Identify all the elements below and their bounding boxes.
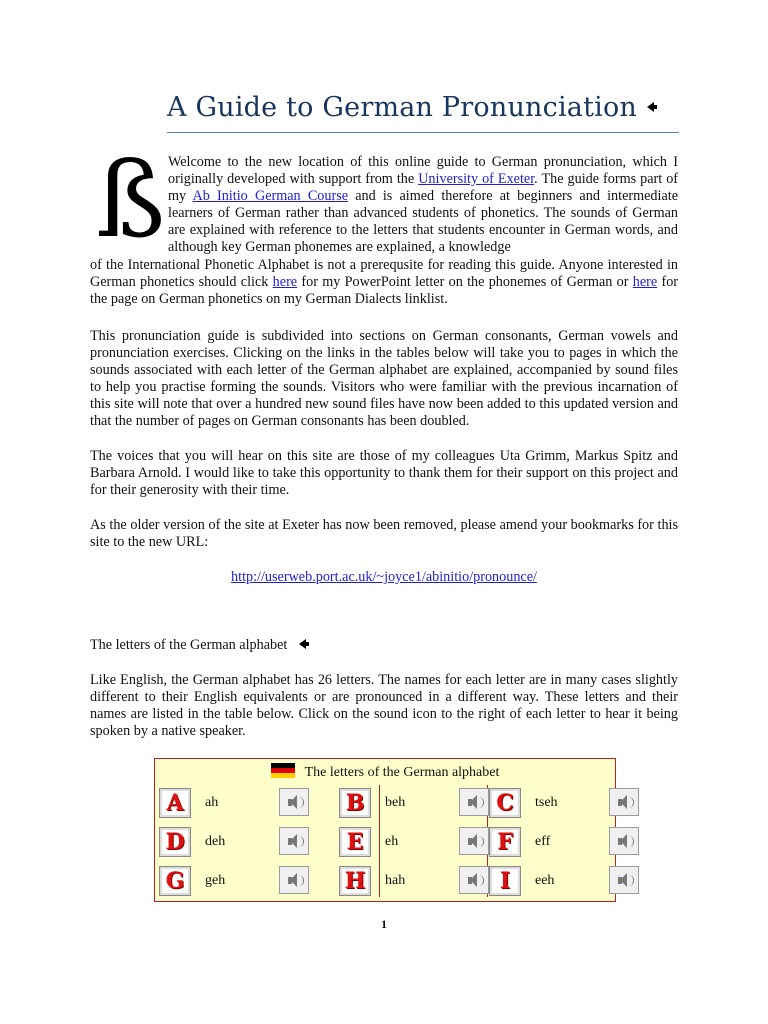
letter-name: deh [205,834,226,849]
sound-wave-icon [629,836,634,847]
paragraph-bookmarks: As the older version of the site at Exeter has now been removed, please amend your bookmarks for this site to the new URL: [90,517,678,550]
page-title [167,92,654,123]
letter-name: tseh [535,795,558,810]
letter-name: geh [205,873,226,888]
sound-button-icon[interactable] [279,788,309,816]
letter-tile[interactable]: G [159,866,191,896]
letter-tile[interactable]: H [339,866,371,896]
intro-paragraph-top: Welcome to the new location of this online guide to German pronunciation, which I originally developed with support from the University of Exeter. The guide forms part of my Ab Initio German Course and is aimed therefore at beginners and intermediate learners of German rather than advanced students of phonetics. The sounds of German are explained with reference to the letters that students encounter in German words, and although key German phonemes are explained, a knowledge [168,154,679,255]
link-ab-initio-course[interactable]: Ab Initio German Course [192,188,349,204]
sound-wave-icon [479,836,484,847]
letter-cell [489,824,637,860]
letter-name: beh [385,795,406,810]
letter-cell [489,785,637,821]
sound-button-icon[interactable] [459,827,489,855]
page-title-text: A Guide to German Pronunciation [167,92,638,123]
letter-tile[interactable]: B [339,788,371,818]
letter-tile[interactable]: C [489,788,521,818]
letter-tile[interactable]: E [339,827,371,857]
sound-button-icon[interactable] [609,788,639,816]
link-here-dialects[interactable]: here [632,274,658,290]
letter-cell [489,863,637,899]
sound-button-icon[interactable] [279,827,309,855]
sound-wave-icon [629,875,634,886]
paragraph-alphabet: Like English, the German alphabet has 26 letters. The names for each letter are in many cases slightly different to their English equivalents or are pronounced in a different way. These letters and their names are listed in the table below. Click on the sound icon to the right of each letter to hear it being spoken by a native speaker. [90,672,678,739]
letter-cell [159,824,307,860]
link-here-powerpoint[interactable]: here [272,274,298,290]
sound-wave-icon [479,797,484,808]
sound-wave-icon [299,836,304,847]
page-title-block [167,88,679,133]
sound-wave-icon [299,797,304,808]
letter-name: ah [205,795,219,810]
alphabet-table [154,758,616,902]
letter-cell [339,824,487,860]
paragraph-guide-sections: This pronunciation guide is subdivided into sections on German consonants, German vowels and pronunciation exercises. Clicking on the links in the tables below will take you to pages in which the sounds associated with each letter of the German alphabet are explained, accompanied by sound files to help you practise forming the sounds. Visitors who were familiar with the previous incarnation of this site will note that over a hundred new sound files have now been added to this updated version and that the number of pages on German consonants has been doubled. [90,328,678,429]
sound-button-icon[interactable] [609,827,639,855]
letter-tile[interactable]: I [489,866,521,896]
letter-cell [159,785,307,821]
speaker-icon[interactable] [299,639,306,649]
alphabet-heading: The letters of the German alphabet [90,637,306,654]
sound-button-icon[interactable] [459,866,489,894]
letter-name: eh [385,834,399,849]
sound-button-icon[interactable] [609,866,639,894]
letter-name: hah [385,873,406,888]
sound-wave-icon [299,875,304,886]
link-new-url[interactable]: http://userweb.port.ac.uk/~joyce1/abinitio/pronounce/ [231,569,537,585]
letter-cell [339,785,487,821]
page-number: 1 [381,917,387,931]
letter-tile[interactable]: D [159,827,191,857]
letter-tile[interactable]: F [489,827,521,857]
new-url-line [90,569,678,586]
letter-cell [339,863,487,899]
sound-wave-icon [479,875,484,886]
sound-button-icon[interactable] [279,866,309,894]
letter-name: eeh [535,873,555,888]
sound-button-icon[interactable] [459,788,489,816]
eszett-drop-glyph: ß [96,139,166,261]
letter-tile[interactable]: A [159,788,191,818]
alphabet-table-caption: The letters of the German alphabet [155,763,615,781]
flag-germany-icon [271,763,295,778]
intro-paragraph-bottom: of the International Phonetic Alphabet is not a prerequsite for reading this guide. Anyone interested in German phonetics should click here for my PowerPoint letter on the phonemes of German or here for the page on German phonetics on my German Dialects linklist. [90,257,679,307]
letter-name: eff [535,834,551,849]
speaker-icon[interactable] [647,102,654,112]
sound-wave-icon [629,797,634,808]
letter-cell [159,863,307,899]
paragraph-voices: The voices that you will hear on this site are those of my colleagues Uta Grimm, Markus Spitz and Barbara Arnold. I would like to take this opportunity to thank them for their support on this project and for their generosity with their time. [90,448,678,498]
link-university-exeter[interactable]: University of Exeter [418,171,535,187]
